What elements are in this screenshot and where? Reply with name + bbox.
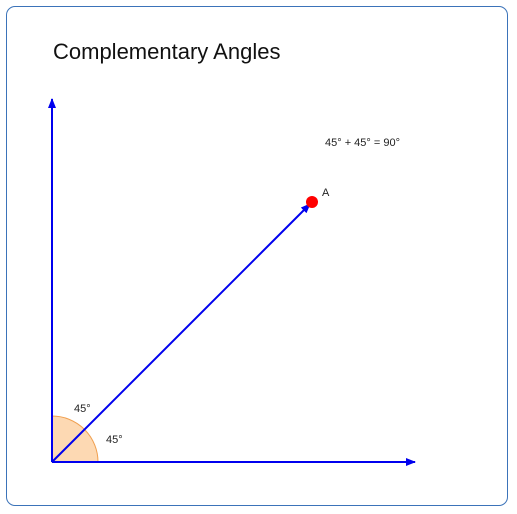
equation-label: 45° + 45° = 90° <box>325 137 400 149</box>
point-a-label: A <box>322 187 330 199</box>
point-a-handle[interactable] <box>306 196 318 208</box>
upper-angle-label: 45° <box>74 403 91 415</box>
lower-angle-label: 45° <box>106 434 123 446</box>
diagram-title: Complementary Angles <box>53 39 281 64</box>
ray-to-point-a <box>52 204 310 462</box>
